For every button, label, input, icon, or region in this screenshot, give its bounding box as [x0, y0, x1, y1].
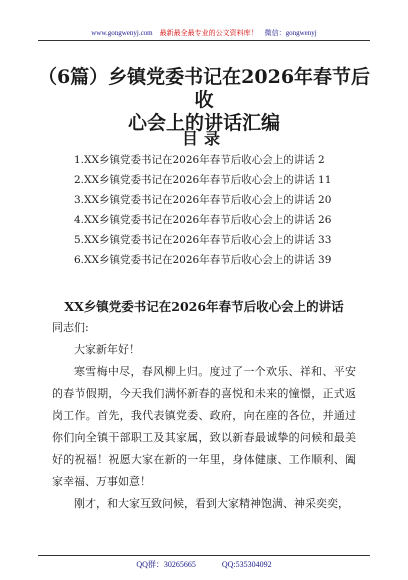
table-of-contents	[74, 150, 331, 270]
speech-body	[52, 339, 356, 515]
paragraph: 寒雪梅中尽，春风柳上归。度过了一个欢乐、祥和、平安的春节假期，今天我们满怀新春的喜悦和未来的憧憬，正式返岗工作。首先，我代表镇党委、政府，向在座的各位，并通过你们向全镇干部职工及其家属，致以新春最诚挚的问候和最美好的祝福！祝愿大家在新的一年里，身体健康、工作顺利、阖家幸福、万事如意！	[52, 365, 356, 488]
paragraph: 大家新年好！	[74, 343, 140, 356]
title-line-1: （6篇）乡镇党委书记在2026年春节后收	[37, 66, 371, 111]
toc-item[interactable]: 1.XX乡镇党委书记在2026年春节后收心会上的讲话 2	[74, 154, 325, 166]
page-header	[0, 28, 408, 38]
toc-item[interactable]: 5.XX乡镇党委书记在2026年春节后收心会上的讲话 33	[74, 234, 332, 246]
title-line-2: 心会上的讲话汇编	[127, 112, 280, 134]
toc-heading: 目录	[181, 129, 226, 148]
paragraph: 刚才，和大家互致问候，看到大家精神饱满、神采奕奕，	[74, 497, 349, 510]
document-title	[30, 66, 378, 135]
toc-item[interactable]: 2.XX乡镇党委书记在2026年春节后收心会上的讲话 11	[74, 174, 332, 186]
section-title: XX乡镇党委书记在2026年春节后收心会上的讲话	[64, 299, 344, 314]
header-wechat: 微信：gongwenyj	[264, 29, 317, 37]
toc-item[interactable]: 6.XX乡镇党委书记在2026年春节后收心会上的讲话 39	[74, 254, 332, 266]
toc-item[interactable]: 3.XX乡镇党委书记在2026年春节后收心会上的讲话 20	[74, 194, 332, 206]
salutation: 同志们:	[52, 321, 89, 334]
header-divider	[38, 40, 370, 41]
footer-divider	[38, 555, 370, 556]
toc-item[interactable]: 4.XX乡镇党委书记在2026年春节后收心会上的讲话 26	[74, 214, 332, 226]
page-footer	[0, 559, 408, 570]
header-site: www.gongwenyj.com	[91, 29, 153, 37]
header-brand: 最新最全最专业的公文资料库！	[159, 29, 258, 37]
footer-qq: QQ:535304092	[221, 560, 272, 569]
footer-qq-group: QQ群：30265665	[136, 560, 196, 569]
